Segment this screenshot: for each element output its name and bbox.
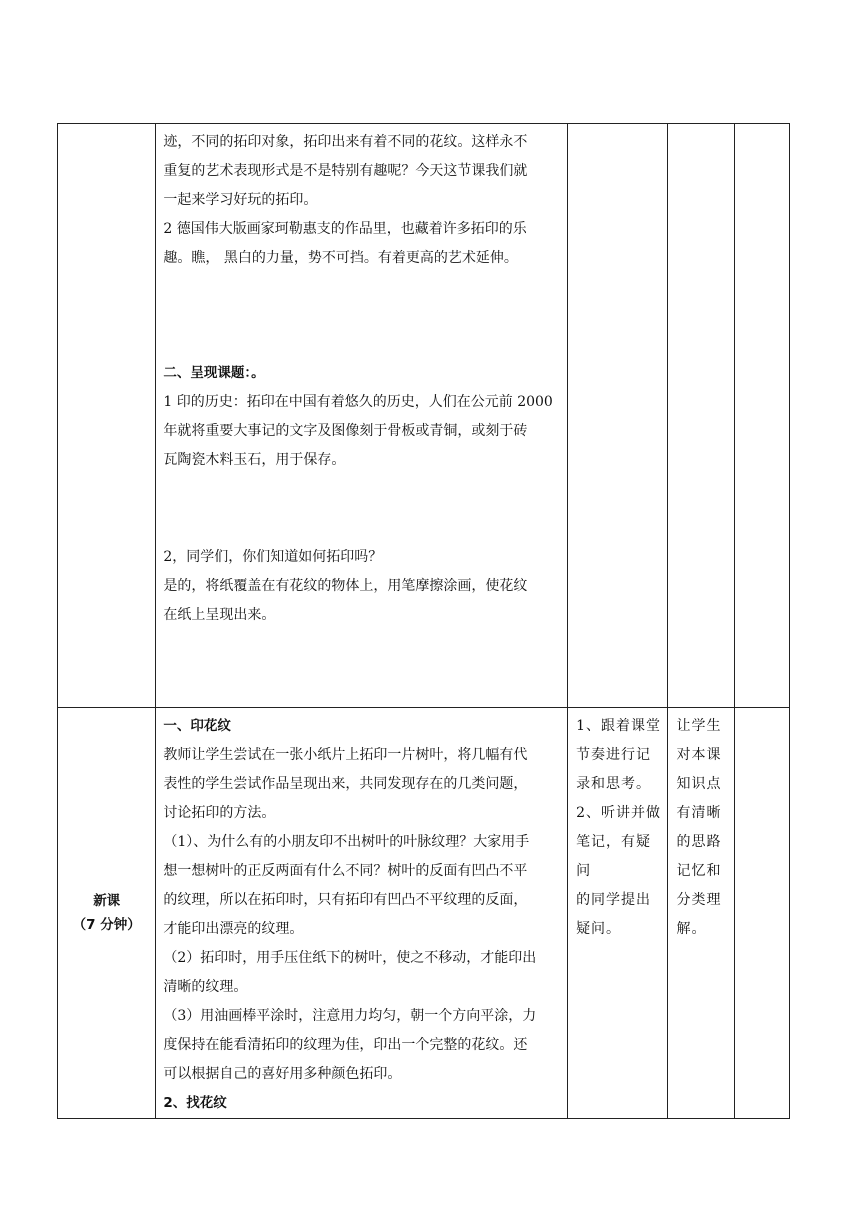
stage-cell-empty xyxy=(58,124,156,708)
student-activity-cell xyxy=(568,708,668,1119)
text-line: （2）拓印时，用手压住纸下的树叶，使之不移动，才能印出 xyxy=(163,950,537,966)
text-line: 录和思考。 xyxy=(576,776,652,792)
text-line: 是的，将纸覆盖在有花纹的物体上，用笔摩擦涂画，使花纹 xyxy=(163,578,528,594)
teacher-activity-cell xyxy=(156,708,568,1119)
text-line: 可以根据自己的喜好用多种颜色拓印。 xyxy=(163,1066,402,1082)
table-row xyxy=(58,124,790,708)
text-line: 1 印的历史：拓印在中国有着悠久的历史，人们在公元前 2000 xyxy=(163,394,553,410)
text-line: 节奏进行记 xyxy=(576,747,652,763)
text-line: 解。 xyxy=(676,921,707,937)
text-line: 对本课 xyxy=(676,747,722,763)
extra-cell-empty xyxy=(734,124,789,708)
text-line: 让学生 xyxy=(676,718,722,734)
stage-cell xyxy=(58,708,156,1119)
text-line: 趣。瞧， 黑白的力量，势不可挡。有着更高的艺术延伸。 xyxy=(163,250,518,266)
text-line: 清晰的纹理。 xyxy=(163,979,248,995)
text-line: 讨论拓印的方法。 xyxy=(163,805,276,821)
spacer xyxy=(163,273,561,359)
text-line: 知识点 xyxy=(676,776,722,792)
text-line: 2、听讲并做 xyxy=(576,805,661,821)
text-line: （1）、为什么有的小朋友印不出树叶的叶脉纹理？大家用手 xyxy=(163,834,530,850)
text-line: （3）用油画棒平涂时，注意用力均匀，朝一个方向平涂，力 xyxy=(163,1008,537,1024)
teacher-activity-cell xyxy=(156,124,568,708)
text-line: 瓦陶瓷木料玉石，用于保存。 xyxy=(163,452,346,468)
section-heading: 一、印花纹 xyxy=(163,718,231,734)
text-line: 记忆和 xyxy=(676,863,722,879)
text-line: 分类理 xyxy=(676,892,722,908)
text-line: 度保持在能看清拓印的纹理为佳，印出一个完整的花纹。还 xyxy=(163,1037,528,1053)
text-line: 迹，不同的拓印对象，拓印出来有着不同的花纹。这样永不 xyxy=(163,134,528,150)
design-intent-cell-empty xyxy=(668,124,734,708)
text-line: 2 德国伟大版画家珂勒惠支的作品里，也藏着许多拓印的乐 xyxy=(163,221,527,237)
extra-cell-empty xyxy=(734,708,789,1119)
text-line: 笔记，有疑问 xyxy=(576,834,652,879)
lesson-plan-table xyxy=(57,123,790,1119)
table-row xyxy=(58,708,790,1119)
student-activity-cell-empty xyxy=(568,124,668,708)
section-heading: 2、找花纹 xyxy=(163,1095,227,1111)
text-line: 重复的艺术表现形式是不是特别有趣呢？今天这节课我们就 xyxy=(163,163,528,179)
text-line: 的同学提出 xyxy=(576,892,652,908)
text-line: 的思路 xyxy=(676,834,722,850)
text-line: 才能印出漂亮的纹理。 xyxy=(163,921,304,937)
text-line: 2，同学们，你们知道如何拓印吗？ xyxy=(163,549,383,565)
stage-time: （7 分钟） xyxy=(72,917,141,933)
text-line: 想一想树叶的正反两面有什么不同？树叶的反面有凹凸不平 xyxy=(163,863,528,879)
text-line: 一起来学习好玩的拓印。 xyxy=(163,192,318,208)
text-line: 1、跟着课堂 xyxy=(576,718,661,734)
text-line: 疑问。 xyxy=(576,921,622,937)
text-line: 在纸上呈现出来。 xyxy=(163,607,276,623)
section-heading: 二、呈现课题：。 xyxy=(163,365,265,381)
stage-title: 新课 xyxy=(93,893,121,909)
text-line: 的纹理，所以在拓印时，只有拓印有凹凸不平纹理的反面， xyxy=(163,892,528,908)
text-line: 表性的学生尝试作品呈现出来，共同发现存在的几类问题， xyxy=(163,776,528,792)
text-line: 年就将重要大事记的文字及图像刻于骨板或青铜，或刻于砖 xyxy=(163,423,528,439)
text-line: 教师让学生尝试在一张小纸片上拓印一片树叶，将几幅有代 xyxy=(163,747,528,763)
text-line: 有清晰 xyxy=(676,805,722,821)
design-intent-cell xyxy=(668,708,734,1119)
spacer xyxy=(163,475,561,543)
